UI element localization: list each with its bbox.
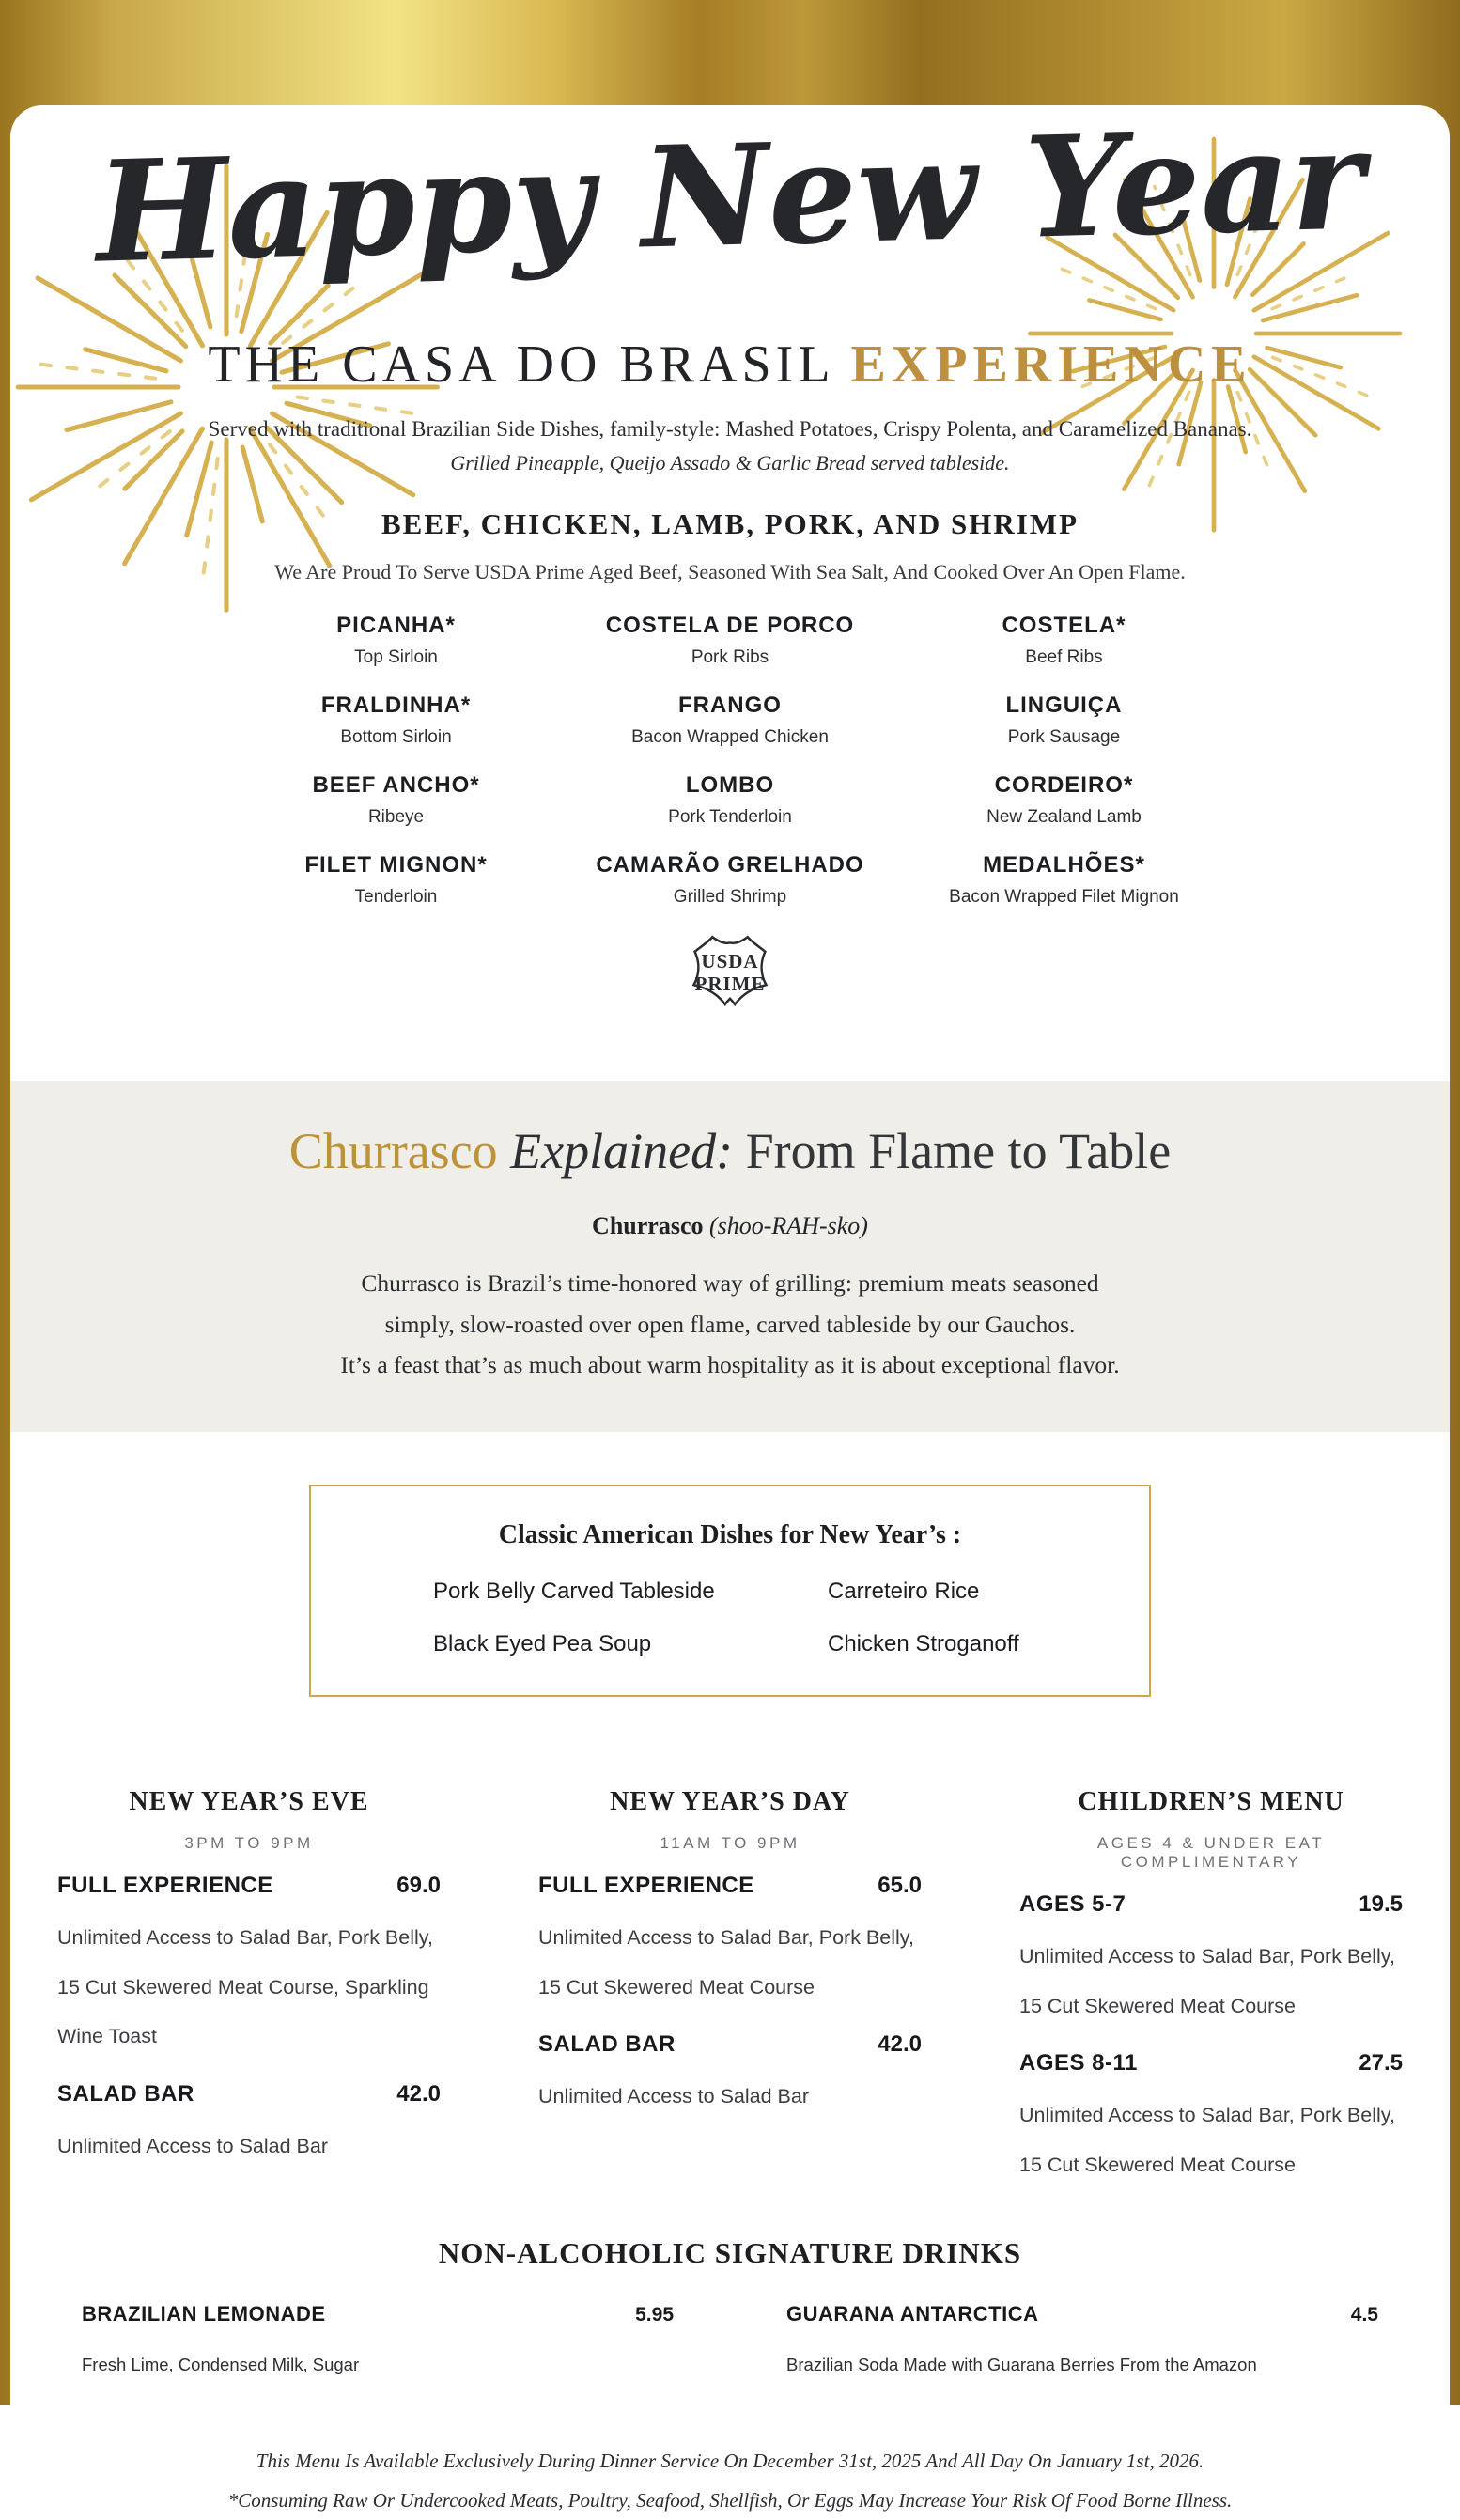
- item-price: 69.0: [396, 1873, 441, 1899]
- drink-item: [786, 2302, 1378, 2375]
- item-price: 65.0: [878, 1873, 922, 1899]
- meat-desc: Grilled Shrimp: [673, 887, 787, 908]
- drink-desc: Brazilian Soda Made with Guarana Berries From the Amazon: [786, 2355, 1257, 2375]
- meat-desc: New Zealand Lamb: [986, 807, 1142, 828]
- drink-price: 4.5: [1350, 2304, 1378, 2326]
- meat-desc: Top Sirloin: [354, 647, 438, 668]
- menu-card: [10, 97, 1450, 2512]
- meat-desc: Ribeye: [367, 807, 425, 828]
- meat-item: [909, 852, 1219, 908]
- churrasco-title-italic: Explained:: [510, 1123, 734, 1180]
- pron-phonetic: (shoo-RAH-sko): [703, 1212, 868, 1240]
- item-desc: Unlimited Access to Salad Bar, Pork Belly, 15 Cut Skewered Meat Course: [538, 1926, 914, 1999]
- meat-name: LOMBO: [685, 772, 775, 799]
- churrasco-body: [10, 1263, 1450, 1385]
- price-item: [1019, 1877, 1403, 2030]
- meat-name: CAMARÃO GRELHADO: [596, 852, 864, 879]
- meat-name: FRALDINHA*: [320, 692, 472, 719]
- column-title: CHILDREN’S MENU: [1078, 1787, 1344, 1817]
- churrasco-title: [10, 1122, 1450, 1180]
- drink-name: BRAZILIAN LEMONADE: [82, 2302, 326, 2326]
- item-price: 27.5: [1359, 2050, 1403, 2077]
- classic-box-title: Classic American Dishes for New Year’s :: [498, 1520, 962, 1550]
- meat-item: [560, 852, 900, 908]
- meat-grid: [241, 613, 1219, 908]
- meat-name: BEEF ANCHO*: [312, 772, 480, 799]
- happy-new-year-script: Happy New Year: [94, 97, 1366, 294]
- price-item: [538, 1859, 922, 2012]
- meats-subheading: We Are Proud To Serve USDA Prime Aged Beef, Seasoned With Sea Salt, And Cooked Over An Open Flame.: [274, 560, 1186, 584]
- drinks-items: [82, 2302, 1378, 2375]
- footer-line-warning: *Consuming Raw Or Undercooked Meats, Poultry, Seafood, Shellfish, Or Eggs May Increase Your Risk Of Food Borne Illness.: [227, 2489, 1233, 2512]
- badge-line1: USDA: [701, 950, 759, 973]
- meat-item: [560, 772, 900, 828]
- drinks-section: [10, 2236, 1450, 2375]
- meat-desc: Bacon Wrapped Chicken: [631, 727, 829, 748]
- meat-item: [909, 613, 1219, 668]
- column-hours: 11AM TO 9PM: [660, 1834, 800, 1853]
- churrasco-body-line: It’s a feast that’s as much about warm hospitality as it is about exceptional flavor.: [340, 1351, 1120, 1379]
- pricing-section: [52, 1787, 1408, 2189]
- classic-box-items: [433, 1579, 1149, 1657]
- page-title-main: THE CASA DO BRASIL: [208, 335, 833, 395]
- drinks-title: NON-ALCOHOLIC SIGNATURE DRINKS: [438, 2236, 1022, 2270]
- pron-word: Churrasco: [592, 1212, 704, 1240]
- meat-name: LINGUIÇA: [1005, 692, 1123, 719]
- item-name: FULL EXPERIENCE: [538, 1873, 754, 1899]
- item-desc: Unlimited Access to Salad Bar, Pork Belly, 15 Cut Skewered Meat Course: [1019, 1945, 1395, 2017]
- sides-description: Served with traditional Brazilian Side Dishes, family-style: Mashed Potatoes, Crispy Polenta, and Caramelized Bananas.: [208, 417, 1252, 442]
- meat-item: [909, 692, 1219, 748]
- price-item: [1019, 2036, 1403, 2189]
- item-price: 42.0: [396, 2081, 441, 2108]
- footer-disclaimer: [10, 2441, 1450, 2520]
- item-price: 42.0: [878, 2031, 922, 2058]
- item-name: AGES 8-11: [1019, 2050, 1138, 2077]
- item-desc: Unlimited Access to Salad Bar: [57, 2134, 328, 2157]
- item-name: FULL EXPERIENCE: [57, 1873, 273, 1899]
- column-hours: 3PM TO 9PM: [184, 1834, 314, 1853]
- tableside-description: Grilled Pineapple, Queijo Assado & Garlic Bread served tableside.: [450, 451, 1010, 475]
- footer-line-availability: This Menu Is Available Exclusively During Dinner Service On December 31st, 2025 And All Day On January 1st, 2026.: [256, 2450, 1204, 2473]
- menu-column-new-years-day: [538, 1787, 922, 2189]
- item-desc: Unlimited Access to Salad Bar: [538, 2084, 809, 2108]
- meat-name: FRANGO: [677, 692, 782, 719]
- price-item: [538, 2017, 922, 2121]
- item-name: SALAD BAR: [538, 2031, 676, 2058]
- meat-item: [560, 613, 900, 668]
- menu-column-childrens-menu: [1019, 1787, 1403, 2189]
- meat-name: MEDALHÕES*: [983, 852, 1145, 879]
- meats-heading: BEEF, CHICKEN, LAMB, PORK, AND SHRIMP: [381, 507, 1079, 541]
- churrasco-body-line: Churrasco is Brazil’s time-honored way of grilling: premium meats seasoned: [361, 1269, 1099, 1298]
- meat-item: [241, 772, 551, 828]
- meat-desc: Pork Tenderloin: [668, 807, 792, 828]
- classic-dish: Carreteiro Rice: [828, 1579, 980, 1605]
- meat-desc: Tenderloin: [354, 887, 438, 908]
- classic-dish: Chicken Stroganoff: [828, 1631, 1019, 1657]
- churrasco-title-gold: Churrasco: [288, 1123, 498, 1180]
- meat-desc: Beef Ribs: [1025, 647, 1103, 668]
- page-title-accent: EXPERIENCE: [850, 335, 1252, 395]
- price-item: [57, 2067, 441, 2170]
- churrasco-section: [10, 1081, 1450, 1432]
- column-title: NEW YEAR’S DAY: [610, 1787, 850, 1817]
- item-name: AGES 5-7: [1019, 1891, 1126, 1918]
- badge-line2: PRIME: [694, 972, 766, 996]
- page-title: [10, 334, 1450, 395]
- drink-price: 5.95: [635, 2304, 674, 2326]
- meat-name: COSTELA*: [1002, 613, 1126, 639]
- item-name: SALAD BAR: [57, 2081, 194, 2108]
- item-desc: Unlimited Access to Salad Bar, Pork Belly, 15 Cut Skewered Meat Course: [1019, 2103, 1395, 2176]
- item-price: 19.5: [1359, 1891, 1403, 1918]
- meat-name: COSTELA DE PORCO: [605, 613, 855, 639]
- column-title: NEW YEAR’S EVE: [129, 1787, 369, 1817]
- meat-name: PICANHA*: [336, 613, 456, 639]
- meat-desc: Bacon Wrapped Filet Mignon: [949, 887, 1179, 908]
- menu-column-new-years-eve: [57, 1787, 441, 2189]
- usda-prime-badge: [681, 932, 779, 1026]
- price-item: [57, 1859, 441, 2061]
- meat-name: CORDEIRO*: [994, 772, 1134, 799]
- meat-item: [241, 692, 551, 748]
- meat-desc: Pork Ribs: [691, 647, 769, 668]
- drink-name: GUARANA ANTARCTICA: [786, 2302, 1039, 2326]
- churrasco-pronunciation: [10, 1212, 1450, 1240]
- drink-desc: Fresh Lime, Condensed Milk, Sugar: [82, 2355, 360, 2375]
- meat-desc: Bottom Sirloin: [340, 727, 452, 748]
- meat-desc: Pork Sausage: [1007, 727, 1121, 748]
- meat-name: FILET MIGNON*: [304, 852, 488, 879]
- meat-item: [241, 852, 551, 908]
- column-hours: AGES 4 & UNDER EAT COMPLIMENTARY: [1096, 1834, 1326, 1872]
- meat-item: [909, 772, 1219, 828]
- meat-item: [560, 692, 900, 748]
- classic-dish: Pork Belly Carved Tableside: [433, 1579, 715, 1605]
- classic-dish: Black Eyed Pea Soup: [433, 1631, 652, 1657]
- churrasco-title-rest: From Flame to Table: [733, 1123, 1172, 1180]
- drink-item: [82, 2302, 674, 2375]
- meat-item: [241, 613, 551, 668]
- churrasco-body-line: simply, slow-roasted over open flame, carved tableside by our Gauchos.: [384, 1310, 1076, 1338]
- item-desc: Unlimited Access to Salad Bar, Pork Belly, 15 Cut Skewered Meat Course, Sparkling Wine Toast: [57, 1926, 433, 2048]
- classic-american-dishes-box: [309, 1485, 1151, 1697]
